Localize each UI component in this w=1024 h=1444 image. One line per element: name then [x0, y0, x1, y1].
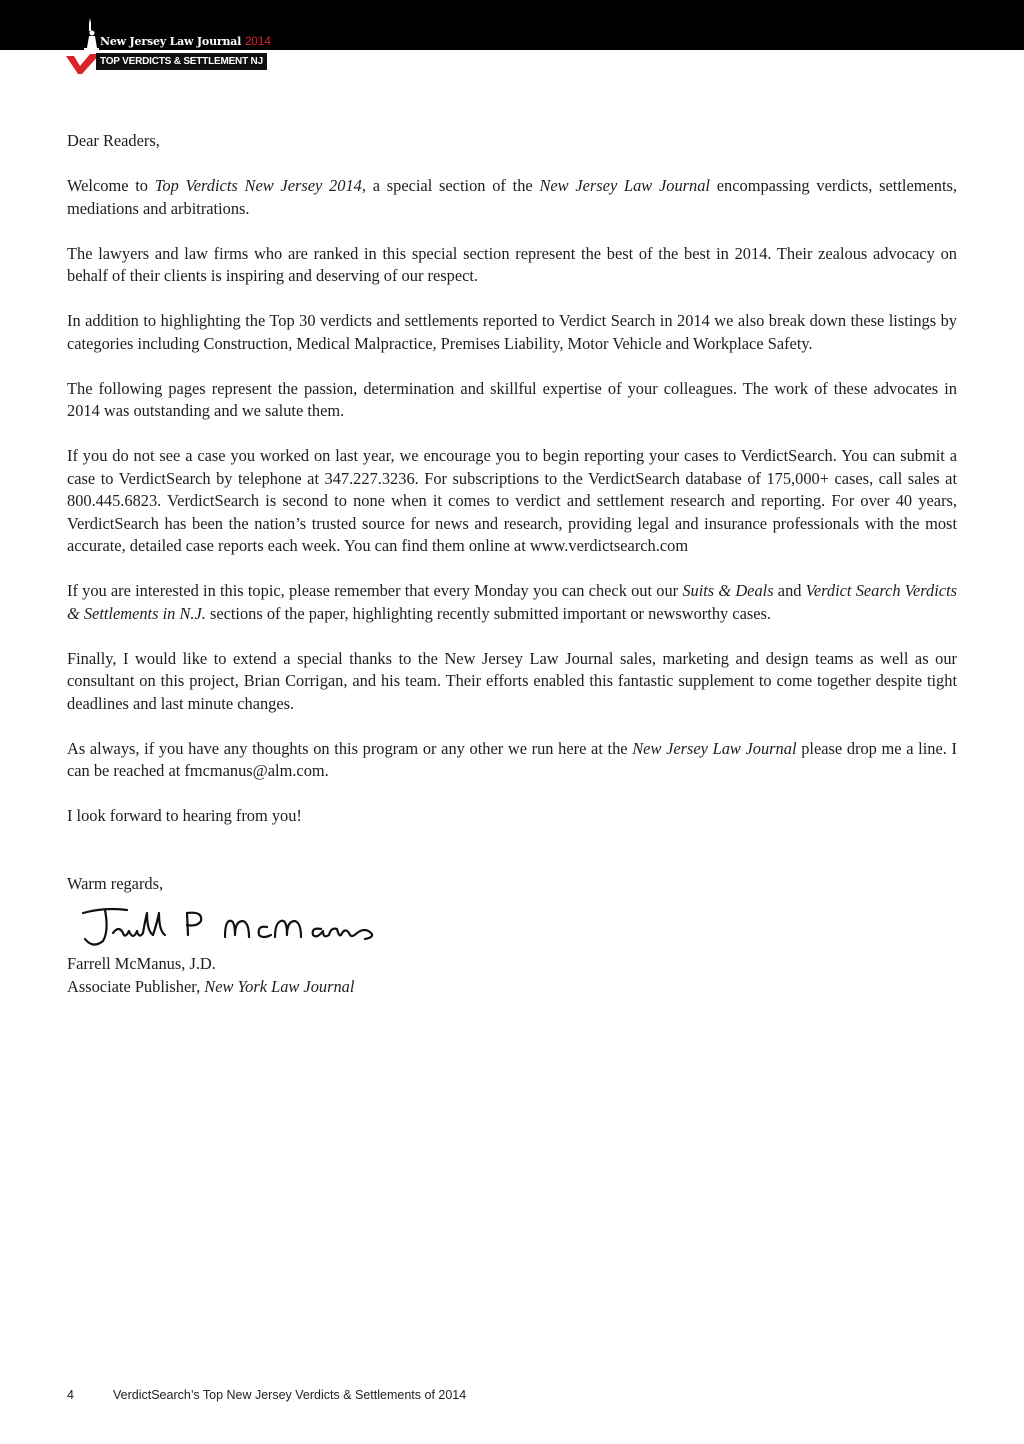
page-footer — [67, 1388, 466, 1402]
statue-of-liberty-icon — [80, 18, 102, 52]
footer-title: VerdictSearch’s Top New Jersey Verdicts & Settlements of 2014 — [113, 1388, 467, 1402]
paragraph-categories: In addition to highlighting the Top 30 verdicts and settlements reported to Verdict Search in 2014 we also break down these listings by categories including Construction, Medical Malpractice, Premises Liability, Motor Vehicle and Workplace Safety. — [67, 311, 957, 353]
publication-year: 2014 — [244, 34, 271, 48]
checkmark-logo-icon — [66, 54, 100, 74]
paragraph-welcome: Welcome to Top Verdicts New Jersey 2014, a special section of the New Jersey Law Journal encompassing verdicts, settlements, mediations and arbitrations. — [67, 176, 957, 218]
paragraph-lawyers: The lawyers and law firms who are ranked in this special section represent the best of the best in 2014. Their zealous advocacy on behalf of their clients is inspiring and deserving of our respect. — [67, 243, 957, 285]
closing: Warm regards, — [67, 873, 164, 893]
salutation: Dear Readers, — [67, 131, 160, 150]
handwritten-signature — [75, 901, 420, 953]
paragraph-reporting: If you do not see a case you worked on last year, we encourage you to begin reporting your cases to VerdictSearch. You can submit a case to VerdictSearch by telephone at 347.227.3236. For subscriptions to the VerdictSearch database of 175,000+ cases, call sales at 800.445.6823. VerdictSearch is second to none when it comes to verdict and settlement research and reporting. For over 40 years, VerdictSearch has been the nation’s trusted source for news and research, providing legal and insurance professionals with the most accurate, detailed case reports each week. You can find them online at www.verdictsearch.com — [67, 446, 957, 555]
masthead-logo — [66, 18, 271, 74]
paragraph-topic: If you are interested in this topic, please remember that every Monday you can check out our Suits & Deals and Verdict Search Verdicts & Settlements in N.J. sections of the paper, highlighting recently submitted important or newsworthy cases. — [67, 581, 957, 623]
paragraph-thanks: Finally, I would like to extend a special thanks to the New Jersey Law Journal sales, marketing and design teams as well as our consultant on this project, Brian Corrigan, and his team. Their efforts enabled this fantastic supplement to come together despite tight deadlines and last minute changes. — [67, 648, 957, 713]
section-tag: TOP VERDICTS & SETTLEMENT NJ — [96, 53, 267, 70]
signature-block — [67, 953, 957, 998]
signer-title: Associate Publisher, New York Law Journal — [67, 976, 355, 996]
signer-name: Farrell McManus, J.D. — [67, 954, 216, 973]
letter-body — [67, 130, 957, 998]
publication-name: New Jersey Law Journal 2014 — [100, 34, 271, 48]
paragraph-contact: As always, if you have any thoughts on this program or any other we run here at the New Jersey Law Journal please drop me a line. I can be reached at fmcmanus@alm.com. — [67, 738, 957, 780]
paragraph-sendoff: I look forward to hearing from you! — [67, 806, 302, 825]
paragraph-colleagues: The following pages represent the passion, determination and skillful expertise of your colleagues. The work of these advocates in 2014 was outstanding and we salute them. — [67, 378, 957, 420]
page-number: 4 — [67, 1388, 74, 1402]
